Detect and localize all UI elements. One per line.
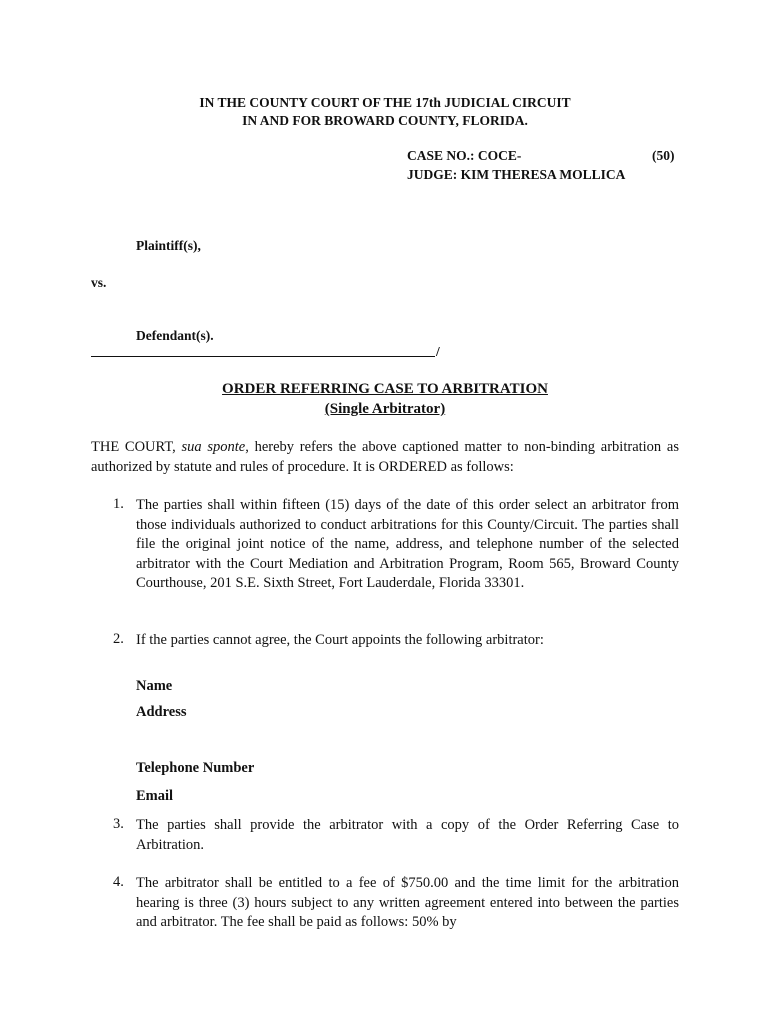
caption-line-slash: / — [436, 344, 440, 359]
arbitrator-name-label: Name — [136, 678, 173, 694]
arbitrator-telephone-label: Telephone Number — [136, 760, 255, 776]
order-subtitle: (Single Arbitrator) — [324, 401, 446, 417]
intro-italic: sua sponte — [181, 439, 246, 455]
arbitrator-email-label: Email — [136, 788, 174, 804]
item-3-text: The parties shall provide the arbitrator with a copy of the Order Referring Case to Arbitration. — [136, 817, 679, 853]
arbitrator-address-label: Address — [136, 704, 187, 720]
defendant-label: Defendant(s). — [136, 328, 214, 343]
court-heading-line2: IN AND FOR BROWARD COUNTY, FLORIDA. — [242, 113, 528, 128]
order-title: ORDER REFERRING CASE TO ARBITRATION — [222, 381, 548, 397]
judge-name: JUDGE: KIM THERESA MOLLICA — [407, 167, 626, 182]
item-1-text: The parties shall within fifteen (15) days of the date of this order select an arbitrator from those individuals authorized to conduct arbitrations for this County/Circuit. The parties shall file the original joint notice of the name, address, and telephone number of the selected arbitrator with the Court Mediation and Arbitration Program, Room 565, Broward County Courthouse, 201 S.E. Sixth Street, Fort Lauderdale, Florida 33301. — [136, 497, 679, 591]
intro-paragraph — [91, 438, 679, 477]
plaintiff-label: Plaintiff(s), — [136, 238, 201, 253]
intro-rest: , hereby refers the above captioned matter to non-binding arbitration as authorized by statute and rules of procedure. It is ORDERED as follows: — [91, 439, 679, 475]
court-heading-line1: IN THE COUNTY COURT OF THE 17th JUDICIAL CIRCUIT — [199, 95, 571, 110]
item-3-number: 3. — [113, 816, 124, 832]
item-2-text: If the parties cannot agree, the Court appoints the following arbitrator: — [136, 632, 544, 648]
item-2-number: 2. — [113, 631, 124, 647]
versus-label: vs. — [91, 275, 107, 290]
intro-prefix: THE COURT, — [91, 439, 182, 455]
caption-rule-line — [91, 356, 435, 357]
item-4-text: The arbitrator shall be entitled to a fee of $750.00 and the time limit for the arbitration hearing is three (3) hours subject to any written agreement entered into between the parties and arbitrator. The fee shall be paid as follows: 50% by — [136, 875, 679, 930]
case-number-suffix: (50) — [652, 148, 675, 163]
case-number-label: CASE NO.: COCE- — [407, 148, 522, 163]
item-4-number: 4. — [113, 874, 124, 890]
item-1-number: 1. — [113, 496, 124, 512]
